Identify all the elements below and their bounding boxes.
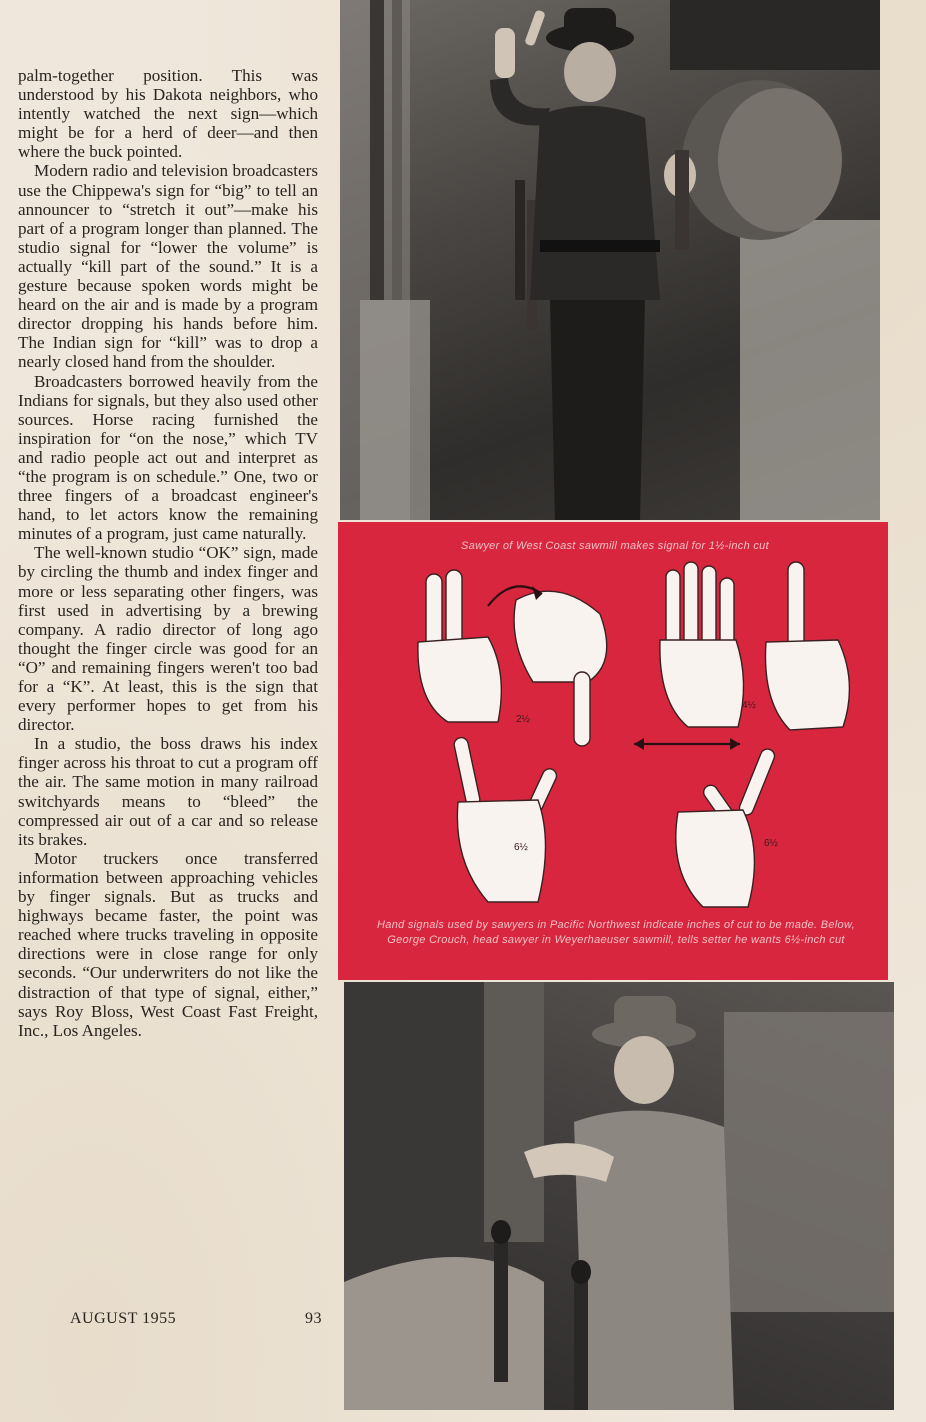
hand-1-palm	[418, 637, 501, 722]
photo-head-sawyer-illustration	[344, 982, 894, 1410]
panel-caption-bottom: Hand signals used by sawyers in Pacific Northwest indicate inches of cut to be made. Below, George Crouch, head sawyer in Weyerhaeuser sawmill, tells setter he wants 6½-inch cut	[377, 919, 855, 946]
hand-signals-panel	[338, 522, 888, 980]
hand-signals-diagram	[338, 522, 888, 922]
hand-label: 6½	[764, 838, 778, 849]
panel-caption-top: Sawyer of West Coast sawmill makes signal for 1½-inch cut	[461, 540, 769, 552]
photo-sawyer-illustration	[340, 0, 880, 520]
article-paragraph: In a studio, the boss draws his index finger across his throat to cut a program off the air. The same motion in many railroad switchyards means to “bleed” the compressed air out of a car and so release its brakes.	[18, 734, 318, 849]
hand-label: 4½	[742, 700, 756, 711]
article-paragraph: Modern radio and television broadcasters use the Chippewa's sign for “big” to tell an announcer to “stretch it out”—make his part of a program longer than planned. The studio signal for “lower the volume” is actually “kill part of the sound.” It is a gesture because spoken words might be heard on the air and is made by a program director dropping his hands before him. The Indian sign for “kill” was to drop a nearly closed hand from the shoulder.	[18, 161, 318, 372]
page-number: 93	[305, 1310, 322, 1327]
hand-label: 2½	[516, 714, 530, 725]
page-footer	[70, 1310, 322, 1328]
issue-date: AUGUST 1955	[70, 1310, 177, 1327]
article-paragraph: palm-together position. This was understood by his Dakota neighbors, who intently watched the next sign—which might be for a herd of deer—and then where the buck pointed.	[18, 66, 318, 162]
article-column	[18, 66, 318, 1040]
hand-label: 6½	[514, 842, 528, 853]
hand-2-finger	[574, 672, 590, 746]
article-paragraph: Motor truckers once transferred information between approaching vehicles by finger signals. But as trucks and highways became faster, the point was reached where trucks traveling in opposite directions were in close range for only seconds. “Our underwriters do not like the distraction of that type of signal, either,” says Roy Bloss, West Coast Fast Freight, Inc., Los Angeles.	[18, 848, 318, 1040]
article-paragraph: Broadcasters borrowed heavily from the Indians for signals, but they also used other sources. Horse racing furnished the inspiration for “on the nose,” which TV and radio people act out and interpret as “the program is on schedule.” One, two or three fingers of a broadcast engineer's hand, to let actors know the remaining minutes of a program, just came naturally.	[18, 371, 318, 544]
photo-sawyer-signal	[340, 0, 880, 520]
hand-2-palm	[514, 591, 607, 682]
photo-head-sawyer	[344, 982, 894, 1410]
article-paragraph: The well-known studio “OK” sign, made by circling the thumb and index finger and more or less separating other fingers, was first used in advertising by a brewing company. A radio director of long ago thought the finger circle was good for an “O” and remaining fingers weren't too bad for a “K”. At least, this is the sign that every performer hopes to get from his director.	[18, 543, 318, 735]
